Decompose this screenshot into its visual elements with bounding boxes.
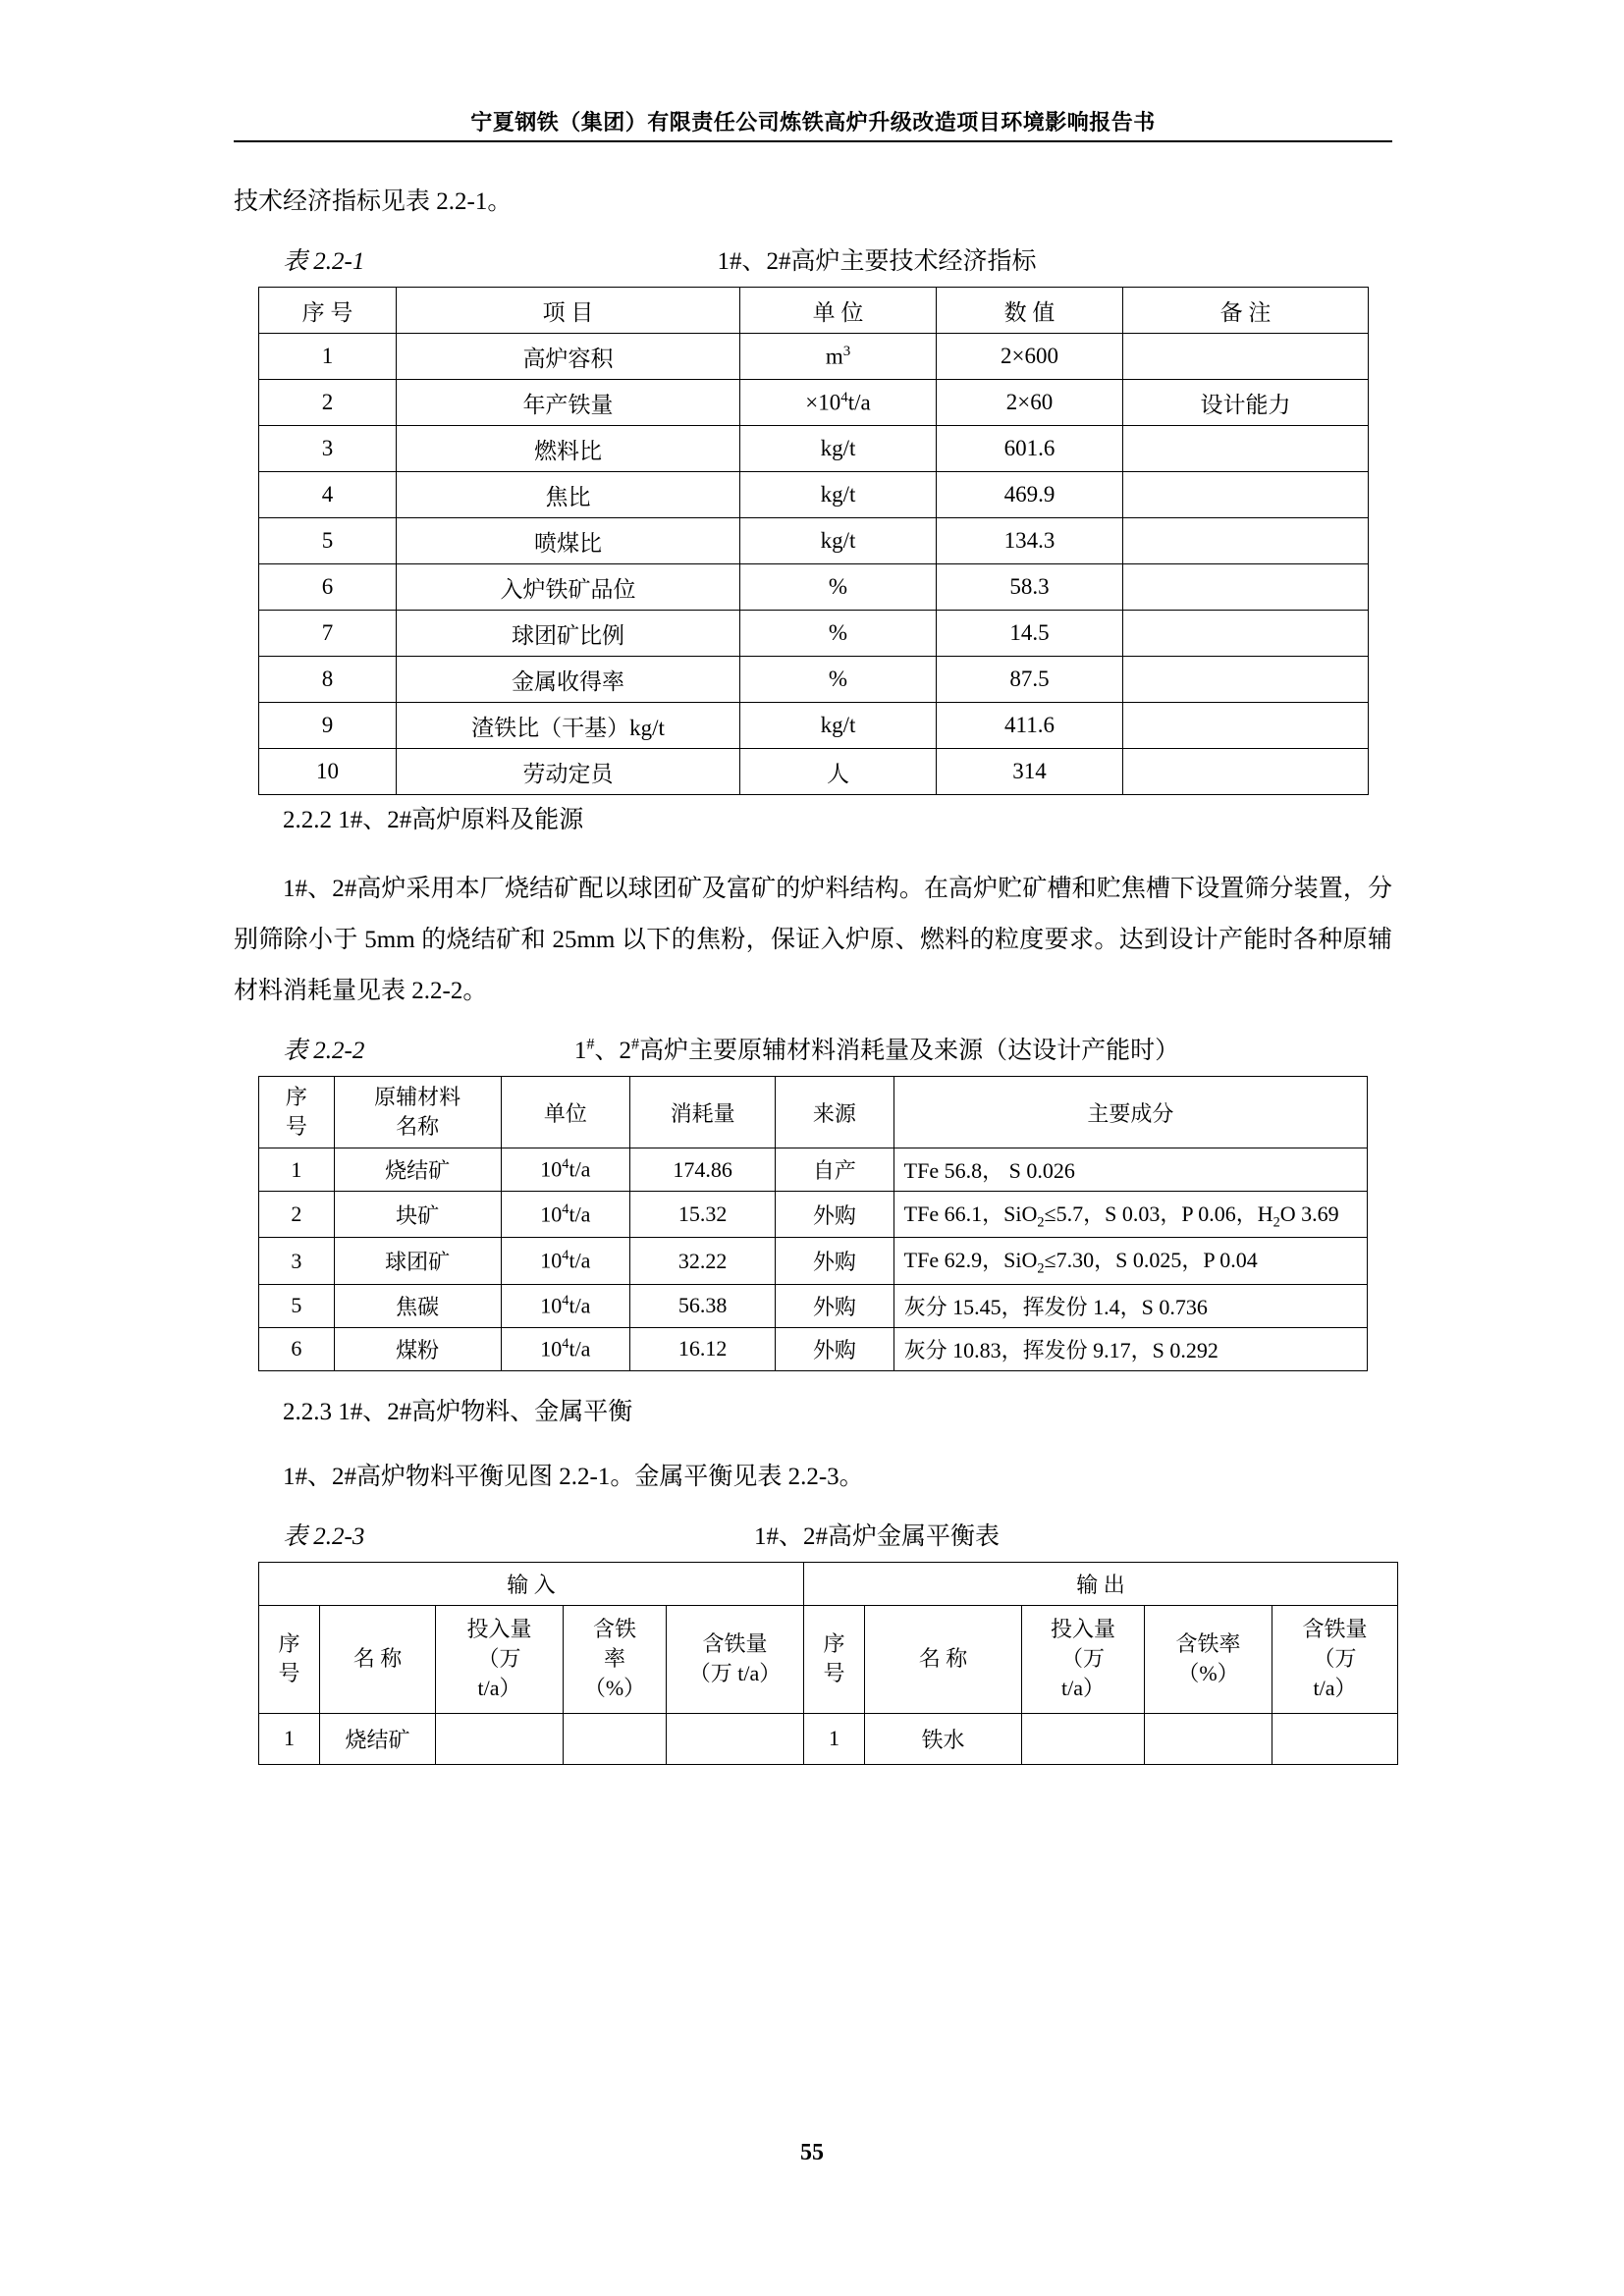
table-221-caption-title: 1#、2#高炉主要技术经济指标 <box>717 248 1037 275</box>
cell-item: 入炉铁矿品位 <box>397 564 740 611</box>
cell-out-amount <box>1022 1713 1145 1764</box>
intro-paragraph: 技术经济指标见表 2.2-1。 <box>234 188 513 215</box>
cell-unit: kg/t <box>740 518 937 564</box>
cell-in-fe <box>667 1713 804 1764</box>
col-header-material-name: 原辅材料 名称 <box>334 1077 501 1148</box>
cell-material-name: 球团矿 <box>334 1238 501 1284</box>
cell-no: 1 <box>259 334 397 380</box>
cell-amount: 32.22 <box>630 1238 776 1284</box>
table-row <box>259 1713 1398 1764</box>
cell-material-name: 烧结矿 <box>334 1148 501 1192</box>
cell-out-no: 1 <box>804 1713 865 1764</box>
cell-value: 601.6 <box>937 426 1123 472</box>
col-header-unit: 单位 <box>501 1077 630 1148</box>
cell-unit: 人 <box>740 749 937 795</box>
cell-composition: TFe 62.9，SiO$_2$≤7.30，S 0.025，P 0.04 <box>893 1238 1367 1284</box>
col-header-item: 项 目 <box>397 288 740 334</box>
table-row <box>259 1284 1368 1327</box>
cell-no: 5 <box>259 518 397 564</box>
table-row <box>259 426 1369 472</box>
table-raw-material-consumption <box>258 1076 1368 1371</box>
cell-value: 2×60 <box>937 380 1123 426</box>
page-number: 55 <box>800 2140 824 2165</box>
cell-note: 设计能力 <box>1123 380 1369 426</box>
cell-value: 134.3 <box>937 518 1123 564</box>
col-header-no: 序 号 <box>259 288 397 334</box>
cell-unit: $\times 10^4t/a$ <box>740 380 937 426</box>
cell-unit: kg/t <box>740 472 937 518</box>
cell-item: 焦比 <box>397 472 740 518</box>
cell-unit: $10^4t/a$ <box>501 1327 630 1370</box>
table-row-header <box>259 1077 1368 1148</box>
cell-note <box>1123 472 1369 518</box>
cell-no: 10 <box>259 749 397 795</box>
cell-note <box>1123 703 1369 749</box>
cell-note <box>1123 426 1369 472</box>
cell-note <box>1123 611 1369 657</box>
table-row-header <box>259 288 1369 334</box>
cell-note <box>1123 564 1369 611</box>
cell-amount: 15.32 <box>630 1192 776 1238</box>
cell-no: 8 <box>259 657 397 703</box>
section-223-heading: 2.2.3 1#、2#高炉物料、金属平衡 <box>283 1398 633 1425</box>
cell-composition: 灰分 10.83，挥发份 9.17，S 0.292 <box>893 1327 1367 1370</box>
table-221-caption-label: 表 2.2-1 <box>283 248 365 275</box>
cell-unit: % <box>740 564 937 611</box>
cell-value: 87.5 <box>937 657 1123 703</box>
cell-amount: 16.12 <box>630 1327 776 1370</box>
cell-no: 6 <box>259 1327 335 1370</box>
group-header-input: 输 入 <box>259 1562 804 1605</box>
table-row <box>259 611 1369 657</box>
cell-amount: 174.86 <box>630 1148 776 1192</box>
table-223-caption-label: 表 2.2-3 <box>283 1522 365 1550</box>
col-header-source: 来源 <box>776 1077 894 1148</box>
cell-unit: % <box>740 611 937 657</box>
table-row-header <box>259 1605 1398 1713</box>
cell-unit: kg/t <box>740 426 937 472</box>
cell-unit: $10^4t/a$ <box>501 1148 630 1192</box>
cell-no: 9 <box>259 703 397 749</box>
table-row <box>259 1238 1368 1284</box>
cell-source: 外购 <box>776 1284 894 1327</box>
cell-no: 1 <box>259 1148 335 1192</box>
col-header-composition: 主要成分 <box>893 1077 1367 1148</box>
cell-no: 7 <box>259 611 397 657</box>
table-row-group-header <box>259 1562 1398 1605</box>
cell-value: 469.9 <box>937 472 1123 518</box>
table-223-caption <box>234 1517 1392 1552</box>
col-header-out-fe: 含铁量 （万 t/a） <box>1272 1605 1398 1713</box>
cell-unit: $10^4t/a$ <box>501 1238 630 1284</box>
cell-item: 燃料比 <box>397 426 740 472</box>
cell-no: 2 <box>259 380 397 426</box>
col-header-in-amount: 投入量 （万 t/a） <box>436 1605 564 1713</box>
col-header-amount: 消耗量 <box>630 1077 776 1148</box>
table-222-caption-label: 表 2.2-2 <box>283 1038 365 1064</box>
header-divider <box>234 140 1392 142</box>
section-222-paragraph: 1#、2#高炉采用本厂烧结矿配以球团矿及富矿的炉料结构。在高炉贮矿槽和贮焦槽下设置筛分装置，分别筛除小于 5mm 的烧结矿和 25mm 以下的焦粉，保证入炉原、燃料的粒度要求。达到设计产能时各种原辅材料消耗量见表 2.2-2。 <box>234 876 1392 1004</box>
cell-material-name: 煤粉 <box>334 1327 501 1370</box>
cell-source: 外购 <box>776 1238 894 1284</box>
col-header-out-name: 名 称 <box>865 1605 1022 1713</box>
table-technical-indicators <box>258 287 1369 795</box>
cell-no: 3 <box>259 426 397 472</box>
cell-value: 58.3 <box>937 564 1123 611</box>
cell-item: 渣铁比（干基）kg/t <box>397 703 740 749</box>
table-metal-balance <box>258 1562 1398 1765</box>
cell-no: 3 <box>259 1238 335 1284</box>
col-header-in-name: 名 称 <box>320 1605 436 1713</box>
cell-in-no: 1 <box>259 1713 320 1764</box>
col-header-out-no: 序 号 <box>804 1605 865 1713</box>
cell-item: 高炉容积 <box>397 334 740 380</box>
cell-in-rate <box>564 1713 667 1764</box>
cell-item: 年产铁量 <box>397 380 740 426</box>
cell-unit: $m^3$ <box>740 334 937 380</box>
cell-note <box>1123 334 1369 380</box>
cell-value: 411.6 <box>937 703 1123 749</box>
table-row <box>259 380 1369 426</box>
cell-item: 喷煤比 <box>397 518 740 564</box>
col-header-in-fe: 含铁量 （万 t/a） <box>667 1605 804 1713</box>
col-header-unit: 单 位 <box>740 288 937 334</box>
cell-out-fe <box>1272 1713 1398 1764</box>
cell-unit: $10^4t/a$ <box>501 1192 630 1238</box>
table-row <box>259 334 1369 380</box>
cell-unit: $10^4t/a$ <box>501 1284 630 1327</box>
cell-item: 球团矿比例 <box>397 611 740 657</box>
table-row <box>259 703 1369 749</box>
col-header-in-rate: 含铁 率 （%） <box>564 1605 667 1713</box>
cell-source: 自产 <box>776 1148 894 1192</box>
group-header-output: 输 出 <box>804 1562 1398 1605</box>
table-row <box>259 1148 1368 1192</box>
cell-note <box>1123 749 1369 795</box>
cell-source: 外购 <box>776 1192 894 1238</box>
col-header-in-no: 序 号 <box>259 1605 320 1713</box>
cell-material-name: 块矿 <box>334 1192 501 1238</box>
cell-source: 外购 <box>776 1327 894 1370</box>
table-row <box>259 657 1369 703</box>
cell-value: 314 <box>937 749 1123 795</box>
table-row <box>259 1327 1368 1370</box>
table-row <box>259 749 1369 795</box>
table-row <box>259 564 1369 611</box>
cell-amount: 56.38 <box>630 1284 776 1327</box>
page-header: 宁夏钢铁（集团）有限责任公司炼铁高炉升级改造项目环境影响报告书 <box>470 110 1156 134</box>
cell-in-name: 烧结矿 <box>320 1713 436 1764</box>
cell-composition: 灰分 15.45，挥发份 1.4，S 0.736 <box>893 1284 1367 1327</box>
table-row <box>259 518 1369 564</box>
section-222-heading: 2.2.2 1#、2#高炉原料及能源 <box>283 807 584 833</box>
col-header-value: 数 值 <box>937 288 1123 334</box>
table-221-caption <box>234 241 1392 277</box>
cell-no: 2 <box>259 1192 335 1238</box>
section-223-paragraph: 1#、2#高炉物料平衡见图 2.2-1。金属平衡见表 2.2-3。 <box>283 1463 864 1490</box>
cell-unit: % <box>740 657 937 703</box>
table-row <box>259 472 1369 518</box>
cell-material-name: 焦碳 <box>334 1284 501 1327</box>
cell-in-amount <box>436 1713 564 1764</box>
cell-no: 4 <box>259 472 397 518</box>
table-222-caption <box>234 1031 1392 1066</box>
table-row <box>259 1192 1368 1238</box>
cell-value: 2×600 <box>937 334 1123 380</box>
cell-value: 14.5 <box>937 611 1123 657</box>
cell-no: 5 <box>259 1284 335 1327</box>
cell-unit: kg/t <box>740 703 937 749</box>
page-content <box>234 177 1392 1765</box>
col-header-out-amount: 投入量 （万 t/a） <box>1022 1605 1145 1713</box>
cell-item: 金属收得率 <box>397 657 740 703</box>
col-header-out-rate: 含铁率 （%） <box>1145 1605 1272 1713</box>
cell-note <box>1123 657 1369 703</box>
col-header-no: 序 号 <box>259 1077 335 1148</box>
cell-note <box>1123 518 1369 564</box>
col-header-note: 备 注 <box>1123 288 1369 334</box>
cell-out-rate <box>1145 1713 1272 1764</box>
cell-item: 劳动定员 <box>397 749 740 795</box>
cell-composition: TFe 66.1，SiO$_2$≤5.7，S 0.03，P 0.06，$H_2O$ 3.69 <box>893 1192 1367 1238</box>
cell-composition: TFe 56.8， S 0.026 <box>893 1148 1367 1192</box>
table-223-caption-title: 1#、2#高炉金属平衡表 <box>753 1522 1000 1550</box>
cell-out-name: 铁水 <box>865 1713 1022 1764</box>
cell-no: 6 <box>259 564 397 611</box>
table-222-caption-title: 1#、2#高炉主要原辅材料消耗量及来源（达设计产能时） <box>573 1035 1180 1064</box>
